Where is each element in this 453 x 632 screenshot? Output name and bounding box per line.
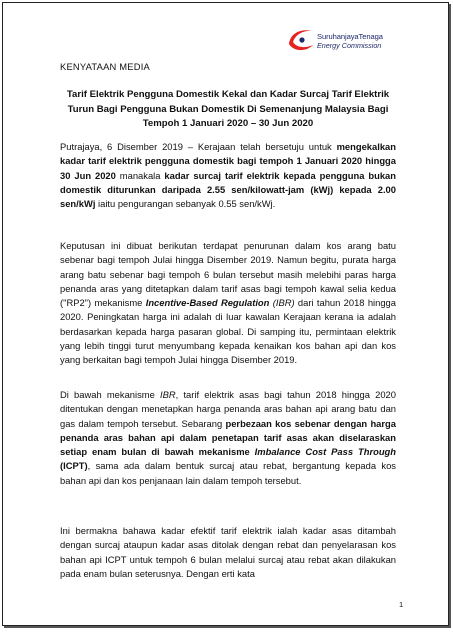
p3-text-2: , tarif elektrik asas bagi tahun 2018 hingga 2020 ditentukan dengan menetapkan harga penanda aras bahan api arang batu dan gas dalam tempoh tersebut. Sebarang [60, 389, 396, 429]
document-heading: KENYATAAN MEDIA [60, 61, 150, 72]
p3-text-3: , sama ada dalam bentuk surcaj atau rebat, bergantung kepada kos bahan api dan kos penjanaan lain dalam tempoh tersebut. [60, 460, 396, 486]
p2-text-1: Keputusan ini dibuat berikutan terdapat penurunan dalam kos arang batu sebenar bagi tempoh Julai hingga Disember 2019. Namun begitu, purata harga arang batu sebenar bagi tempoh 6 bulan tersebut masih melebihi paras harga penanda aras yang ditetapkan dalam tarif asas bagi tempoh kawal selia kedua ("RP2") mekanisme [60, 240, 396, 309]
p1-text-1: Putrajaya, 6 Disember 2019 – Kerajaan telah bersetuju untuk [60, 141, 337, 152]
p1-bold-1: mengekalkan kadar tarif elektrik pengguna domestik bagi tempoh 1 Januari 2020 hingga 30 Jun 2020 [60, 141, 396, 181]
p3-italic-1: IBR [160, 389, 176, 400]
p1-text-2: manakala [115, 169, 165, 181]
p4-text-1: Ini bermakna bahawa kadar efektif tarif elektrik ialah kadar asas ditambah dengan surcaj ataupun kadar asas ditolak dengan rebat dan penyelarasan kos bahan api ICPT untuk tempoh 6 bulan melalui surcaj atau rebat akan dilakukan pada enam bulan seterusnya. Dengan erti kata [60, 525, 396, 579]
paragraph-2 [60, 239, 396, 368]
paragraph-1 [60, 140, 396, 211]
document-page [2, 2, 449, 626]
page-number: 1 [399, 600, 404, 609]
logo-org-subtitle: Energy Commission [317, 41, 382, 50]
p3-bold-1: perbezaan kos sebenar dengan harga penanda aras bahan api dalam penetapan tarif asas akan diselaraskan setiap enam bulan di bawah mekanisme [60, 417, 396, 458]
p3-bold-2: (ICPT) [60, 460, 88, 472]
p2-italic-1: (IBR) [272, 297, 295, 309]
logo-org-name: SuruhanjayaTenaga [317, 32, 383, 41]
p1-text-3: iaitu pengurangan sebanyak 0.55 sen/kWj. [95, 198, 276, 210]
swoosh-logo-icon [286, 25, 316, 55]
p2-bold-italic-1: Incentive-Based Regulation [145, 297, 270, 309]
paragraph-4 [60, 524, 396, 581]
p1-bold-2: kadar surcaj tarif elektrik kepada pengguna bukan domestik diturunkan daripada 2.55 sen/kilowatt-jam (kWj) kepada 2.00 sen/kWj [60, 169, 396, 210]
paragraph-3 [60, 388, 396, 488]
p2-text-2: dari tahun 2018 hingga 2020. Peningkatan harga ini adalah di luar kawalan Kerajaan kerana ia adalah berdasarkan kepada harga pasaran global. Di samping itu, permintaan elektrik yang lebih tinggi turut menyumbang kepada kenaikan kos bahan api dan kos yang berkaitan bagi tempoh Julai hingga Disember 2019. [60, 297, 396, 366]
p3-bold-italic-1: Imbalance Cost Pass Through [254, 446, 396, 458]
p3-text-1: Di bawah mekanisme [60, 389, 160, 400]
energy-commission-logo [286, 25, 426, 59]
press-release-title: Tarif Elektrik Pengguna Domestik Kekal dan Kadar Surcaj Tarif Elektrik Turun Bagi Pengguna Bukan Domestik Di Semenanjung Malaysia Bagi Tempoh 1 Januari 2020 – 30 Jun 2020 [66, 89, 390, 129]
